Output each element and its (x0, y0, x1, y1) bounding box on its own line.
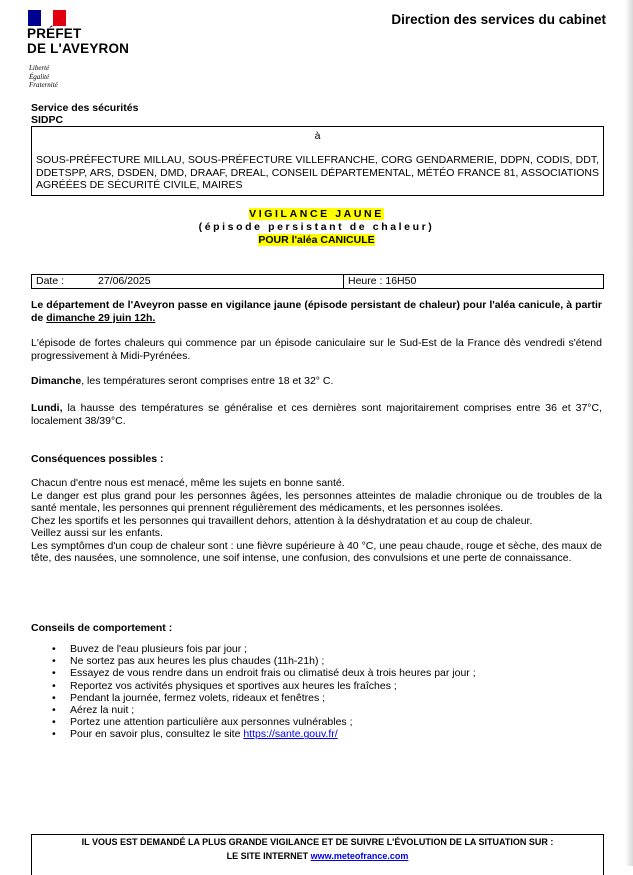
conseil-item: • Ne sortez pas aux heures les plus chaudes (11h-21h) ; (52, 655, 592, 667)
direction-title: Direction des services du cabinet (391, 12, 606, 27)
service-name: Service des sécurités (31, 102, 139, 114)
conseil-item: • Portez une attention particulière aux personnes vulnérables ; (52, 716, 592, 728)
dimanche-paragraph (31, 375, 602, 388)
vigilance-alea: POUR l'aléa CANICULE (258, 234, 375, 246)
conseils-heading: Conseils de comportement : (31, 622, 173, 634)
conseil-item: • Essayez de vous rendre dans un endroit frais ou climatisé deux à trois heures par jour ; (52, 667, 592, 679)
intro-text: Le département de l'Aveyron passe en vigilance jaune (épisode persistant de chaleur) pour l'aléa canicule, à partir de (31, 299, 602, 324)
lundi-label: Lundi, (31, 402, 63, 414)
intro-start-date: dimanche 29 juin 12h. (46, 311, 156, 324)
service-block (31, 102, 138, 126)
consequence-line-5: Les symptômes d'un coup de chaleur sont : une fièvre supérieure à 40 °C, une peau chaude, rouge et sèche, des maux de tête, des nausées, une somnolence, une soif intense, une confusion, des convulsions et une perte de connaissance. (31, 539, 602, 564)
heure-value: Heure : 16H50 (348, 275, 417, 287)
conseil-item-last (52, 728, 592, 740)
vigilance-title: VIGILANCE JAUNE (249, 208, 384, 220)
prefet-line-1: PRÉFET (27, 26, 82, 41)
consequence-line-3: Chez les sportifs et les personnes qui travaillent dehors, attention à la déshydratation et au coup de chaleur. (31, 514, 533, 527)
consequences-heading: Conséquences possibles : (31, 453, 164, 465)
motto-egalite: Égalité (29, 72, 50, 81)
recipients-box (31, 126, 604, 196)
consequences-block (31, 477, 602, 565)
date-value: 27/06/2025 (98, 275, 151, 287)
recipients-a-label: à (314, 130, 321, 142)
vigilance-subtitle: (épisode persistant de chaleur) (198, 221, 435, 233)
conseil-item: • Aérez la nuit ; (52, 704, 592, 716)
date-label: Date : (36, 275, 65, 287)
prefet-logo-text (27, 26, 129, 56)
consequence-line-4: Veillez aussi sur les enfants. (31, 527, 163, 539)
dimanche-label: Dimanche (31, 375, 82, 387)
motto-liberte: Liberté (29, 64, 50, 72)
consequence-line-1: Chacun d'entre nous est menacé, même les sujets en bonne santé. (31, 477, 345, 489)
date-time-table (31, 274, 604, 289)
vigilance-subtitle-line (0, 221, 633, 234)
conseil-item: • Reportez vos activités physiques et sportives aux heures les fraîches ; (52, 680, 592, 692)
republic-motto (29, 64, 58, 90)
conseils-list (52, 643, 592, 741)
footer-line-1: IL VOUS EST DEMANDÉ LA PLUS GRANDE VIGILANCE ET DE SUIVRE L'ÉVOLUTION DE LA SITUATION SUR : (81, 837, 554, 847)
vigilance-alea-line (0, 234, 633, 247)
recipients-list: SOUS-PRÉFECTURE MILLAU, SOUS-PRÉFECTURE VILLEFRANCHE, CORG GENDARMERIE, DDPN, CODIS, DDT, DDETSPP, ARS, DSDEN, DMD, DRAAF, DREAL, CONSEIL DÉPARTEMENTAL, MÉTÉO FRANCE 81, ASSOCIATIONS AGRÉÉES DE SÉCURITÉ CIVILE, MAIRES (36, 154, 599, 191)
date-table-divider (343, 275, 344, 288)
page-edge-shadow (625, 0, 633, 866)
flag-red-band (53, 10, 66, 26)
sante-gouv-link[interactable]: https://sante.gouv.fr/ (243, 728, 338, 741)
footer-line-2 (32, 849, 603, 863)
episode-paragraph: L'épisode de fortes chaleurs qui commence par un épisode caniculaire sur le Sud-Est de la France dès vendredi s'étend progressivement à Midi-Pyrénées. (31, 337, 602, 362)
prefet-line-2: DE L'AVEYRON (27, 41, 130, 56)
lundi-paragraph (31, 402, 602, 427)
lundi-text: la hausse des températures se généralise et ces dernières sont majoritairement comprises entre 36 et 37°C, localement 38/39°C. (31, 402, 602, 427)
republique-francaise-flag (28, 10, 66, 26)
flag-white-band (41, 10, 54, 26)
footer-box (31, 834, 604, 875)
dimanche-text: , les températures seront comprises entre 18 et 32° C. (81, 375, 334, 387)
service-code: SIDPC (31, 114, 64, 126)
flag-blue-band (28, 10, 41, 26)
meteofrance-link[interactable]: www.meteofrance.com (310, 851, 409, 861)
consequence-line-2: Le danger est plus grand pour les personnes âgées, les personnes atteintes de maladie chronique ou de troubles de la santé mentale, les personnes qui prennent régulièrement des médicaments, et les personnes isolées. (31, 489, 602, 514)
conseil-item: • Buvez de l'eau plusieurs fois par jour ; (52, 643, 592, 655)
conseil-item: • Pendant la journée, fermez volets, rideaux et fenêtres ; (52, 692, 592, 704)
footer-prefix: LE SITE INTERNET (226, 851, 311, 861)
conseil-last-text: Pour en savoir plus, consultez le site (70, 728, 244, 741)
vigilance-title-line (0, 208, 633, 221)
motto-fraternite: Fraternité (29, 81, 58, 89)
intro-paragraph (31, 299, 602, 324)
